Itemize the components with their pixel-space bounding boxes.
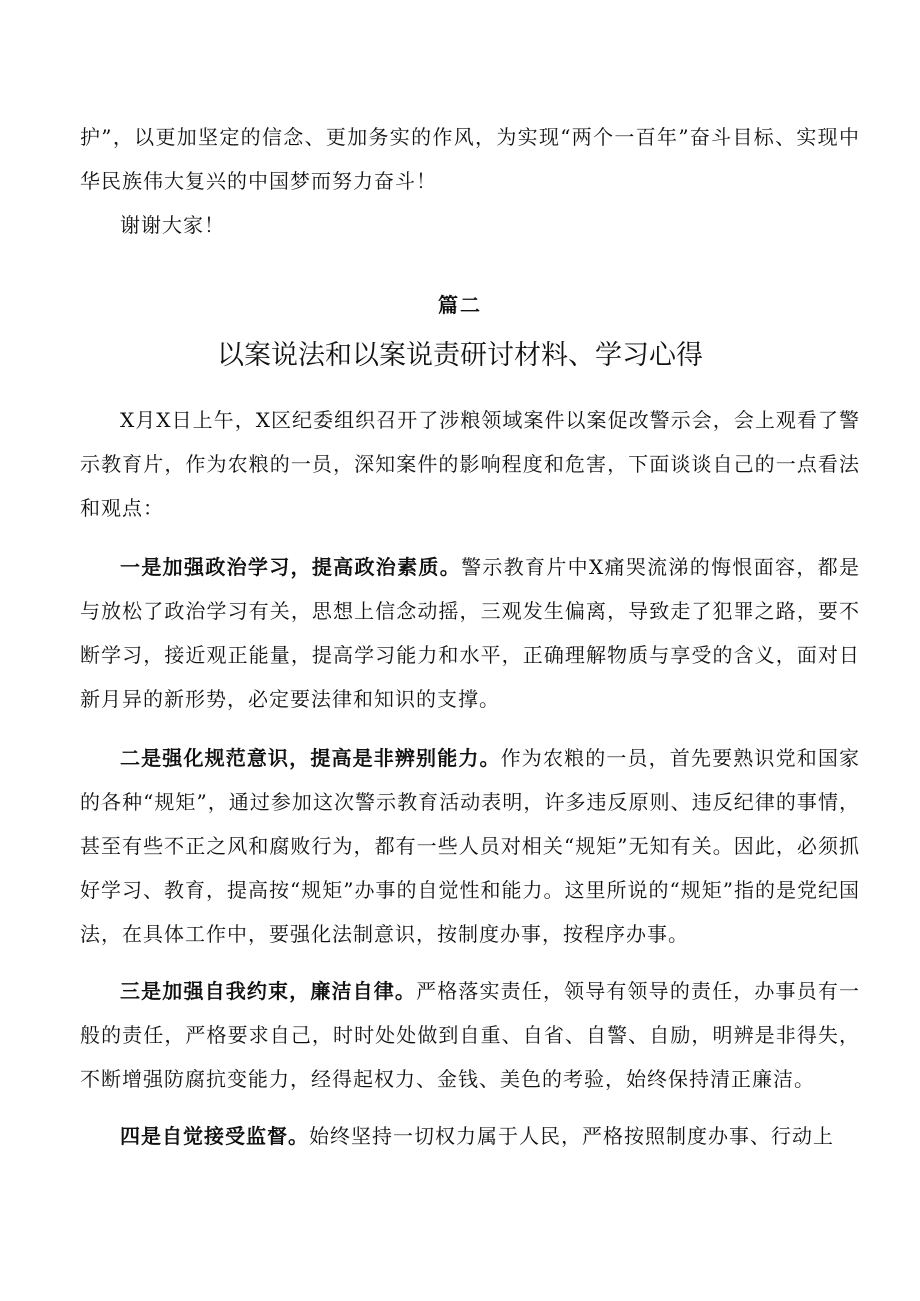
thanks-line: 谢谢大家！ (120, 213, 225, 237)
intro-paragraph: X月X日上午，X区纪委组织召开了涉粮领域案件以案促改警示会，会上观看了警示教育片，作为农粮的一员，深知案件的影响程度和危害，下面谈谈自己的一点看法和观点： (80, 408, 860, 520)
document-title: 以案说法和以案说责研讨材料、学习心得 (217, 340, 703, 371)
point-paragraph-2 (80, 736, 860, 956)
point-paragraph-3 (80, 969, 860, 1101)
continuation-paragraph: 护”，以更加坚定的信念、更加务实的作风，为实现“两个一百年”奋斗目标、实现中华民族伟大复兴的中国梦而努力奋斗！ (80, 125, 860, 193)
point-body: 警示教育片中X痛哭流涕的悔恨面容，都是与放松了政治学习有关，思想上信念动摇，三观发生偏离，导致走了犯罪之路，要不断学习，接近观正能量，提高学习能力和水平，正确理解物质与享受的含义，面对日新月异的新形势，必定要法律和知识的支撑。 (80, 555, 860, 711)
point-paragraph-4 (80, 1114, 860, 1158)
point-paragraph-1 (80, 545, 860, 721)
point-body: 严格落实责任，领导有领导的责任，办事员有一般的责任，严格要求自己，时时处处做到自重、自省、自警、自励，明辨是非得失，不断增强防腐抗变能力，经得起权力、金钱、美色的考验，始终保持清正廉洁。 (80, 979, 861, 1091)
point-lead: 一是加强政治学习，提高政治素质。 (120, 555, 462, 579)
point-lead: 三是加强自我约束，廉洁自律。 (120, 979, 417, 1003)
point-body: 始终坚持一切权力属于人民，严格按照制度办事、行动上 (309, 1124, 834, 1148)
point-lead: 二是强化规范意识，提高是非辨别能力。 (120, 746, 501, 770)
point-body: 作为农粮的一员，首先要熟识党和国家的各种“规矩”，通过参加这次警示教育活动表明，许多违反原则、违反纪律的事情，甚至有些不正之风和腐败行为，都有一些人员对相关“规矩”无知有关。因此，必须抓好学习、教育，提高按“规矩”办事的自觉性和能力。这里所说的“规矩”指的是党纪国法，在具体工作中，要强化法制意识，按制度办事，按程序办事。 (80, 746, 861, 946)
section-label: 篇二 (438, 293, 482, 317)
point-lead: 四是自觉接受监督。 (120, 1124, 309, 1148)
